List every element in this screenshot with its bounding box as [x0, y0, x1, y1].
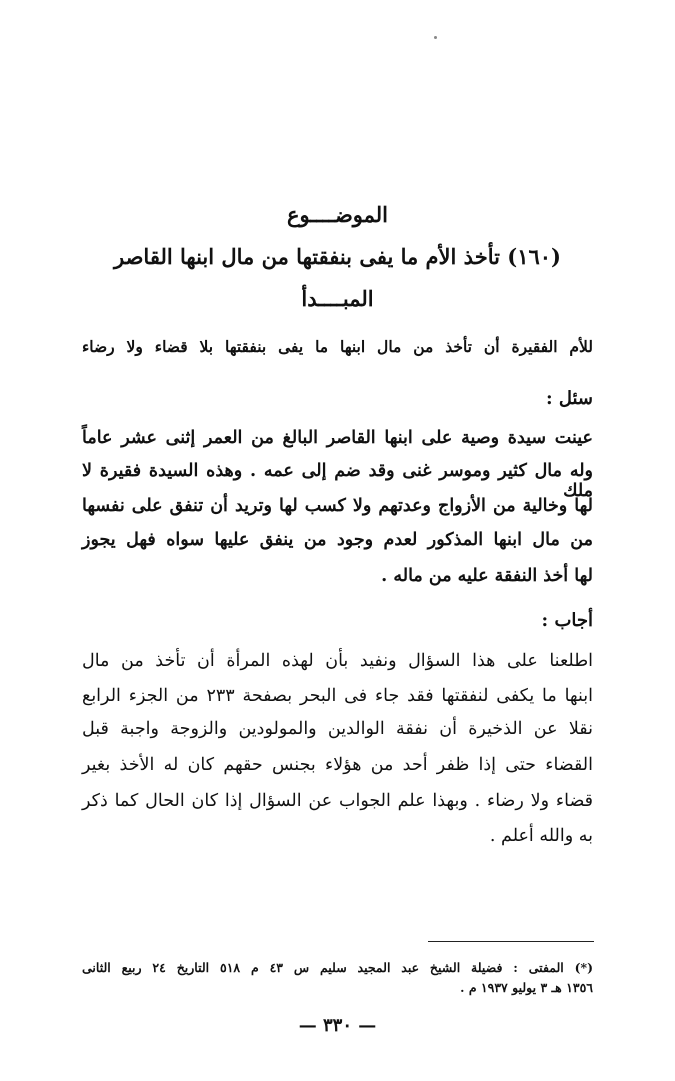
answer-line: قضاء ولا رضاء . وبهذا علم الجواب عن السؤال إذا كان الحال كما ذكر [82, 791, 593, 811]
question-line: وله مال كثير وموسر غنى وقد ضم إلى عمه . وهذه السيدة فقيرة لا ملك [82, 461, 593, 501]
question-line: من مال ابنها المذكور لعدم وجود من ينفق عليها سواه فهل يجوز [82, 530, 593, 550]
subject-label: الموضــــوع [286, 202, 389, 227]
footnote-line: (*) المفتى : فضيلة الشيخ عبد المجيد سليم س ٤٣ م ٥١٨ التاريخ ٢٤ ربيع الثانى [82, 960, 593, 975]
principle-text: للأم الفقيرة أن تأخذ من مال ابنها ما يفى بنفقتها بلا قضاء ولا رضاء [82, 337, 593, 356]
question-label: سئل : [545, 388, 593, 409]
answer-line: اطلعنا على هذا السؤال ونفيد بأن لهذه المرأة أن تأخذ من مال [82, 651, 593, 671]
question-line: لها أخذ النفقة عليه من ماله . [381, 566, 593, 586]
question-line: لها وخالية من الأزواج وعدتهم ولا كسب لها وتريد أن تنفق على نفسها [82, 496, 593, 516]
footnote-rule [428, 941, 594, 942]
answer-line: ابنها ما يكفى لنفقتها فقد جاء فى البحر بصفحة ٢٣٣ من الجزء الرابع [82, 686, 593, 706]
principle-label: المبــــدأ [301, 286, 374, 311]
page-number: — ٣٣٠ — [298, 1015, 377, 1036]
subject-title: (١٦٠) تأخذ الأم ما يفى بنفقتها من مال ابنها القاصر [114, 244, 561, 269]
footnote-line: ١٣٥٦ هـ ٣ يوليو ١٩٣٧ م . [460, 980, 593, 995]
question-line: عينت سيدة وصية على ابنها القاصر البالغ من العمر إثنى عشر عاماً [82, 428, 593, 448]
answer-line: القضاء حتى إذا ظفر أحد من هؤلاء بجنس حقهم كان له الأخذ بغير [82, 755, 593, 775]
answer-line: به والله أعلم . [489, 826, 593, 846]
answer-line: نقلا عن الذخيرة أن نفقة الوالدين والمولودين والزوجة واجبة قبل [82, 719, 593, 739]
answer-label: أجاب : [541, 610, 593, 631]
scan-mark [434, 36, 437, 39]
